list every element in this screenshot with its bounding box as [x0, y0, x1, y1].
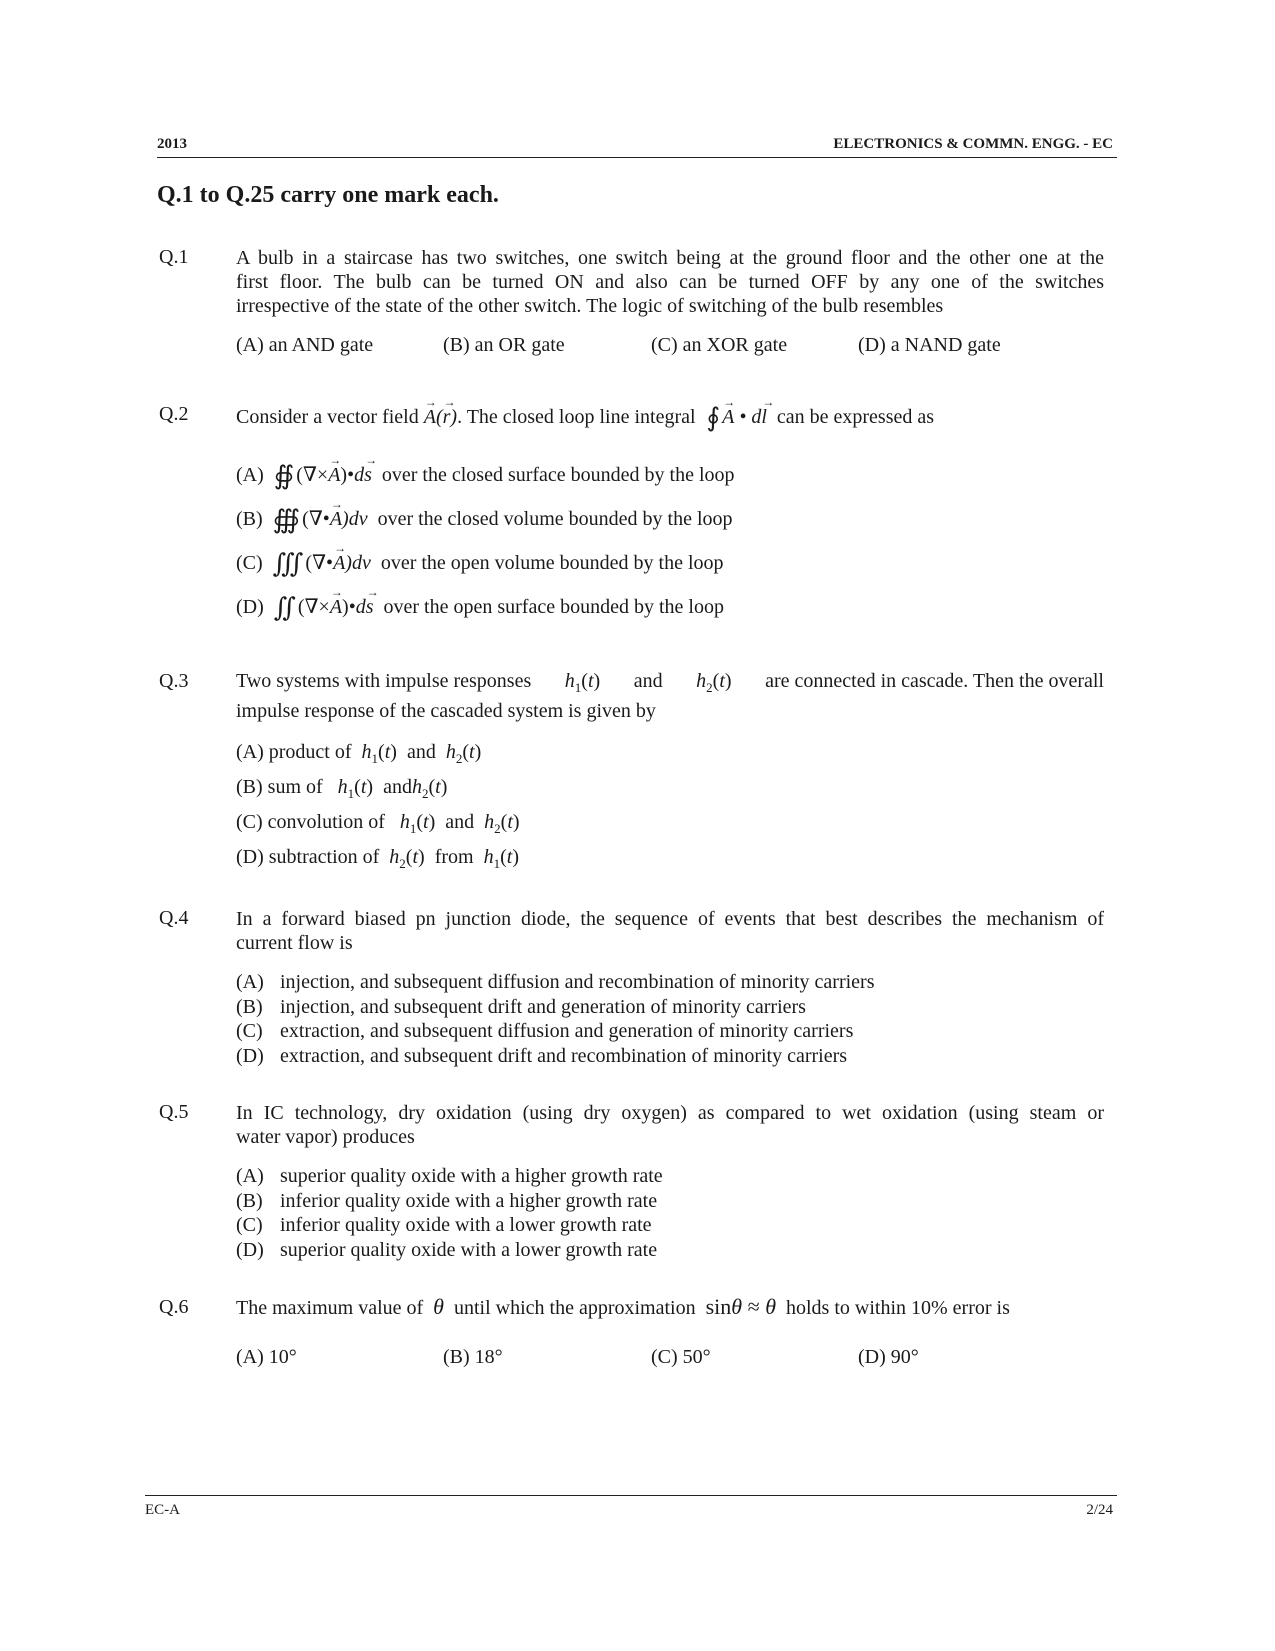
q1-number: Q.1 [159, 246, 189, 268]
q4-option-a: (A) injection, and subsequent diffusion and recombination of minority carriers [236, 971, 875, 993]
q3-option-a: (A) product of $h_1(t)$ and $h_2(t)$ [236, 741, 482, 766]
q2-option-b: (B) ∰ (∇•→ A)dv over the closed volume bounded by the loop [236, 505, 733, 535]
q2-option-c: (C) ∭ (∇•→ A)dv over the open volume bounded by the loop [236, 549, 724, 579]
q5-option-c: (C) inferior quality oxide with a lower growth rate [236, 1214, 652, 1236]
q5-options [236, 1164, 663, 1262]
q5-option-b: (B) inferior quality oxide with a higher growth rate [236, 1189, 658, 1212]
q1-option-c: (C) an XOR gate [651, 334, 788, 356]
q4-text [236, 907, 1104, 955]
q2-text-b: . The closed loop line integral [457, 406, 696, 428]
q6-option-c: (C) 50° [651, 1346, 711, 1368]
q4-option-b: (B) injection, and subsequent drift and generation of minority carriers [236, 995, 806, 1018]
q5-number: Q.5 [159, 1101, 189, 1123]
q5-option-d: (D) superior quality oxide with a lower growth rate [236, 1238, 658, 1261]
header-rule [157, 157, 1117, 158]
q3-line1: Two systems with impulse responses $h_1(t)$ and $h_2(t)$ are connected in cascade. Then the overall [236, 670, 1104, 695]
q2-text-a: Consider a vector field [236, 406, 419, 428]
q3-option-d: (D) subtraction of $h_2(t)$ from $h_1(t)$ [236, 846, 519, 871]
q3-option-b: (B) sum of $h_1(t)$ andh$_2$(t) [236, 776, 448, 801]
q6-option-a: (A) 10° [236, 1346, 297, 1368]
q1-line3: irrespective of the state of the other switch. The logic of switching of the bulb resembles [236, 295, 944, 317]
q6-number: Q.6 [159, 1296, 189, 1318]
q2-option-a: (A) ∯ (∇×→ A)•d→ s over the closed surface bounded by the loop [236, 461, 735, 491]
q1-option-b: (B) an OR gate [443, 334, 565, 356]
q6-text: The maximum value of θ until which the approximation sinθ ≈ θ holds to within 10% error is [236, 1294, 1010, 1319]
q2-text-c: can be expressed as [776, 406, 935, 428]
q5-option-a: (A) superior quality oxide with a higher growth rate [236, 1165, 663, 1187]
q3-line2: impulse response of the cascaded system is given by [236, 700, 656, 722]
q5-line2: water vapor) produces [236, 1126, 415, 1148]
footer-rule [145, 1495, 1117, 1496]
q1-line1: A bulb in a staircase has two switches, one switch being at the ground floor and the other one at the [236, 247, 1104, 269]
q1-text [236, 246, 1104, 318]
q2-text: Consider a vector field → A(→ r). The closed loop line integral ∮→ A • d→ l can be expressed as [236, 403, 934, 433]
q1-option-d: (D) a NAND gate [858, 334, 1001, 356]
q1-line2: first floor. The bulb can be turned ON and also can be turned OFF by any one of the switches [236, 271, 1104, 293]
q4-line1: In a forward biased pn junction diode, the sequence of events that best describes the mechanism of [236, 908, 1104, 930]
q4-option-c: (C) extraction, and subsequent diffusion and generation of minority carriers [236, 1020, 854, 1042]
q3-option-c: (C) convolution of $h_1(t)$ and $h_2(t)$ [236, 811, 520, 836]
page-number: 2/24 [1086, 1502, 1113, 1518]
q4-number: Q.4 [159, 907, 189, 929]
q3-number: Q.3 [159, 670, 189, 692]
q6-option-d: (D) 90° [858, 1346, 919, 1368]
q6-option-b: (B) 18° [443, 1346, 503, 1368]
paper-title: ELECTRONICS & COMMN. ENGG. - EC [833, 136, 1113, 152]
section-title: Q.1 to Q.25 carry one mark each. [157, 182, 499, 208]
exam-year: 2013 [157, 136, 187, 152]
q4-line2: current flow is [236, 932, 353, 954]
q1-option-a: (A) an AND gate [236, 334, 374, 356]
q2-option-d: (D) ∬ (∇×→ A)•d→ s over the open surface bounded by the loop [236, 593, 724, 623]
q5-line1: In IC technology, dry oxidation (using dry oxygen) as compared to wet oxidation (using steam or [236, 1102, 1104, 1124]
q4-options [236, 970, 874, 1068]
footer-code: EC-A [145, 1502, 180, 1518]
q2-number: Q.2 [159, 403, 189, 425]
q5-text [236, 1101, 1104, 1149]
q4-option-d: (D) extraction, and subsequent drift and recombination of minority carriers [236, 1044, 848, 1067]
